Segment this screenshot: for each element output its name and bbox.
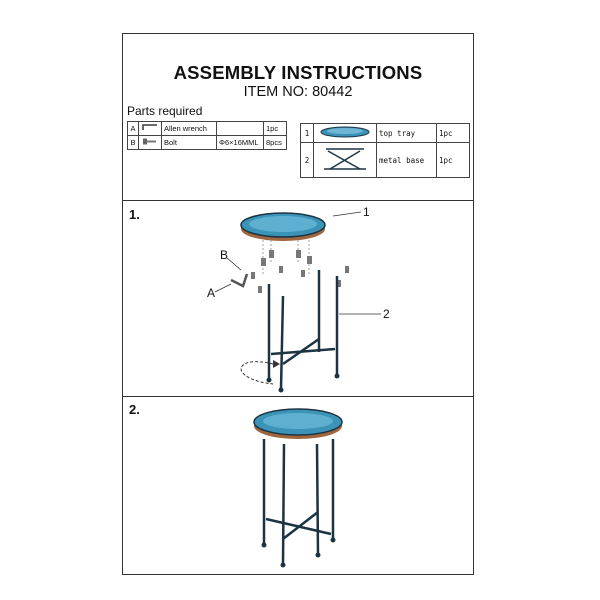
step-1-label: 1.: [129, 207, 140, 222]
component-number: 1: [301, 124, 314, 143]
tool-name: Allen wrench: [162, 122, 217, 136]
callout-b: B: [220, 248, 229, 262]
step-2-label: 2.: [129, 402, 140, 417]
tool-letter: A: [128, 122, 139, 136]
page-title: ASSEMBLY INSTRUCTIONS: [173, 62, 423, 83]
assembled-feet-drawing: [262, 538, 336, 568]
step-2-assembled-illustration: [123, 34, 475, 576]
tool-qty: 8pcs: [264, 136, 287, 150]
callout-1: 1: [363, 205, 370, 219]
component-qty: 1pc: [437, 124, 470, 143]
callout-a: A: [207, 286, 216, 300]
instruction-sheet: [122, 33, 474, 575]
tool-spec: Φ6×16MML: [217, 136, 264, 150]
parts-required-label: Parts required: [127, 104, 203, 118]
component-qty: 1pc: [437, 143, 470, 178]
item-number: ITEM NO: 80442: [243, 84, 353, 100]
tool-letter: B: [128, 136, 139, 150]
component-name: metal base: [377, 143, 437, 178]
assembled-tray-drawing: [254, 409, 342, 439]
component-name: top tray: [377, 124, 437, 143]
tool-name: Bolt: [162, 136, 217, 150]
callout-2: 2: [383, 307, 390, 321]
assembled-base-drawing: [264, 439, 333, 564]
tool-qty: 1pc: [264, 122, 287, 136]
component-number: 2: [301, 143, 314, 178]
